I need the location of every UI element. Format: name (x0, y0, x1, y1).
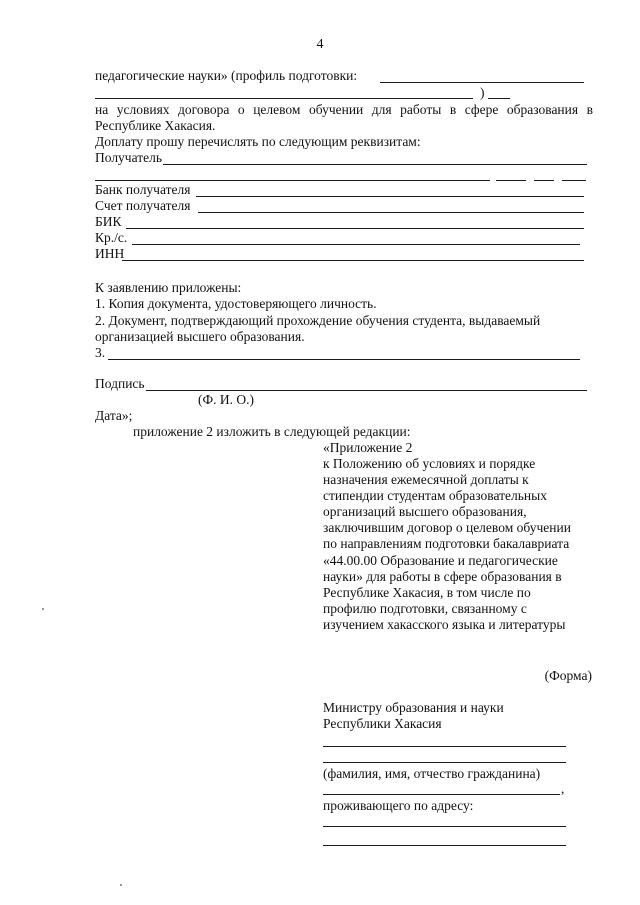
appendix-line: организаций высшего образования, (323, 504, 527, 519)
attachments-heading: К заявлению приложены: (95, 280, 242, 295)
recipient-label: Получатель (95, 150, 163, 165)
bank-label: Банк получателя (95, 182, 191, 197)
addressee-line-2: Республики Хакасия (323, 716, 442, 731)
address-blank-1 (323, 826, 566, 827)
addressee-blank-2 (323, 762, 566, 763)
attachment-item-1: 1. Копия документа, удостоверяющего личность. (95, 296, 377, 311)
date-label: Дата»; (95, 408, 133, 423)
recipient-blank-4 (534, 180, 554, 181)
address-caption: проживающего по адресу: (323, 798, 474, 813)
recipient-blank (163, 164, 587, 165)
scan-speck (42, 608, 44, 610)
conditions-line-1: на условиях договора о целевом обучении для работы в сфере образования в (95, 102, 593, 117)
profile-blank-3 (488, 98, 510, 99)
address-blank-2 (323, 845, 566, 846)
appendix-line: по направлениям подготовки бакалавриата (323, 536, 570, 551)
attachment-item-3: 3. (95, 345, 106, 360)
inn-blank (122, 260, 584, 261)
addressee-fio-caption: (фамилия, имя, отчество гражданина) (323, 766, 541, 781)
profile-blank (380, 82, 584, 83)
account-label: Счет получателя (95, 198, 191, 213)
appendix-line: «Приложение 2 (323, 440, 413, 455)
appendix-line: профилю подготовки, связанному с (323, 601, 527, 616)
appendix-line: назначения ежемесячной доплаты к (323, 472, 529, 487)
bik-blank (126, 228, 584, 229)
signature-blank (146, 390, 587, 391)
corr-blank (132, 244, 580, 245)
recipient-blank-3 (496, 180, 526, 181)
recipient-blank-5 (562, 180, 586, 181)
appendix-line: стипендии студентам образовательных (323, 488, 547, 503)
form-label: (Форма) (544, 668, 592, 683)
attachment-item-3-blank (108, 359, 580, 360)
account-blank (198, 212, 584, 213)
amendment-line: приложение 2 изложить в следующей редакции: (133, 424, 411, 439)
recipient-blank-2 (95, 180, 490, 181)
appendix-line: изучением хакасского языка и литературы (323, 617, 566, 632)
appendix-line: заключившим договор о целевом обучении (323, 520, 571, 535)
addressee-blank-1 (323, 746, 566, 747)
appendix-line: «44.00.00 Образование и педагогические (323, 553, 558, 568)
paren-close: ) (480, 85, 485, 100)
appendix-line: науки» для работы в сфере образования в (323, 569, 562, 584)
bank-blank (196, 196, 584, 197)
attachment-item-2-line-2: организацией высшего образования. (95, 329, 305, 344)
attachment-item-2-line-1: 2. Документ, подтверждающий прохождение обучения студента, выдаваемый (95, 313, 541, 328)
addressee-blank-3 (323, 794, 560, 795)
page-number: 4 (316, 37, 324, 52)
inn-label: ИНН (95, 246, 125, 261)
scan-speck (120, 884, 122, 886)
fio-caption: (Ф. И. О.) (198, 392, 255, 407)
corr-label: Кр./с. (95, 230, 128, 245)
addressee-line-1: Министру образования и науки (323, 700, 504, 715)
appendix-line: Республике Хакасия, в том числе по (323, 585, 531, 600)
profile-line: педагогические науки» (профиль подготовки: (95, 68, 358, 83)
profile-blank-2 (95, 98, 473, 99)
conditions-line-2: Республике Хакасия. (95, 118, 216, 133)
signature-label: Подпись (95, 376, 145, 391)
requisites-line: Доплату прошу перечислять по следующим реквизитам: (95, 134, 421, 149)
bik-label: БИК (95, 214, 122, 229)
addressee-comma: , (561, 781, 565, 796)
appendix-line: к Положению об условиях и порядке (323, 456, 536, 471)
